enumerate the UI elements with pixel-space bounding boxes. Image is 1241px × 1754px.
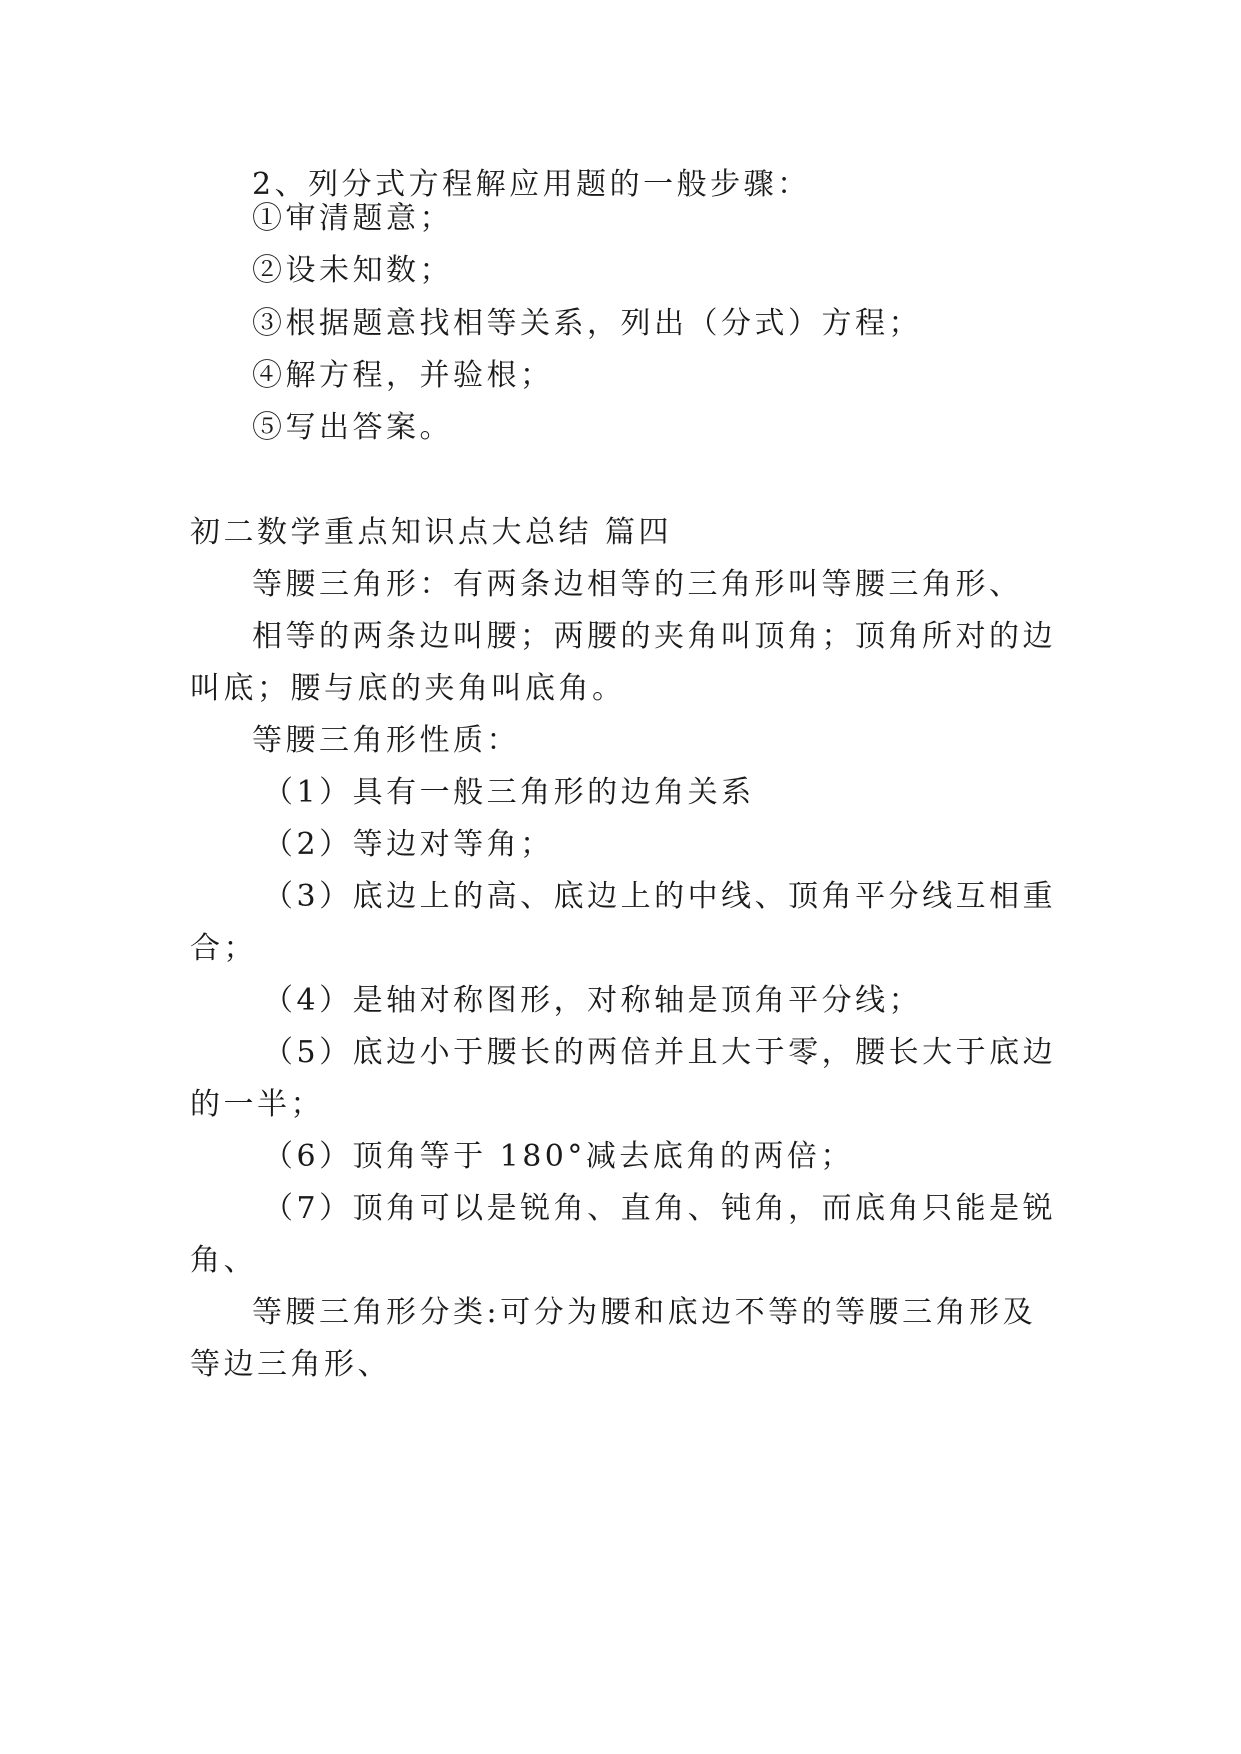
properties-heading: 等腰三角形性质： [252,723,520,758]
property-item: （1）具有一般三角形的边角关系 [263,775,755,810]
step-item: ①审清题意； [252,201,453,236]
property-item: （5）底边小于腰长的两倍并且大于零，腰长大于底边 [263,1035,1057,1070]
property-item-continued: 的一半； [190,1087,324,1122]
property-item: （3）底边上的高、底边上的中线、顶角平分线互相重 [263,879,1057,914]
step-item: ③根据题意找相等关系，列出（分式）方程； [252,306,922,341]
step-item: ④解方程，并验根； [252,358,554,393]
step-item: ⑤写出答案。 [252,410,453,445]
definition-line: 叫底；腰与底的夹角叫底角。 [190,671,626,706]
classification-line: 等腰三角形分类:可分为腰和底边不等的等腰三角形及 [252,1295,1037,1330]
step-item: ②设未知数； [252,253,453,288]
definition-line: 等腰三角形：有两条边相等的三角形叫等腰三角形、 [252,567,1023,602]
steps-heading: 2、列分式方程解应用题的一般步骤： [252,167,811,202]
section-title: 初二数学重点知识点大总结 篇四 [190,515,673,550]
definition-line: 相等的两条边叫腰；两腰的夹角叫顶角；顶角所对的边 [252,619,1056,654]
property-item-continued: 合； [190,931,257,966]
property-item: （7）顶角可以是锐角、直角、钝角，而底角只能是锐 [263,1191,1057,1226]
property-item: （6）顶角等于 180°减去底角的两倍； [263,1139,854,1174]
property-item: （4）是轴对称图形，对称轴是顶角平分线； [263,983,923,1018]
classification-line-continued: 等边三角形、 [190,1347,391,1382]
property-item-continued: 角、 [190,1243,257,1278]
property-item: （2）等边对等角； [263,827,554,862]
